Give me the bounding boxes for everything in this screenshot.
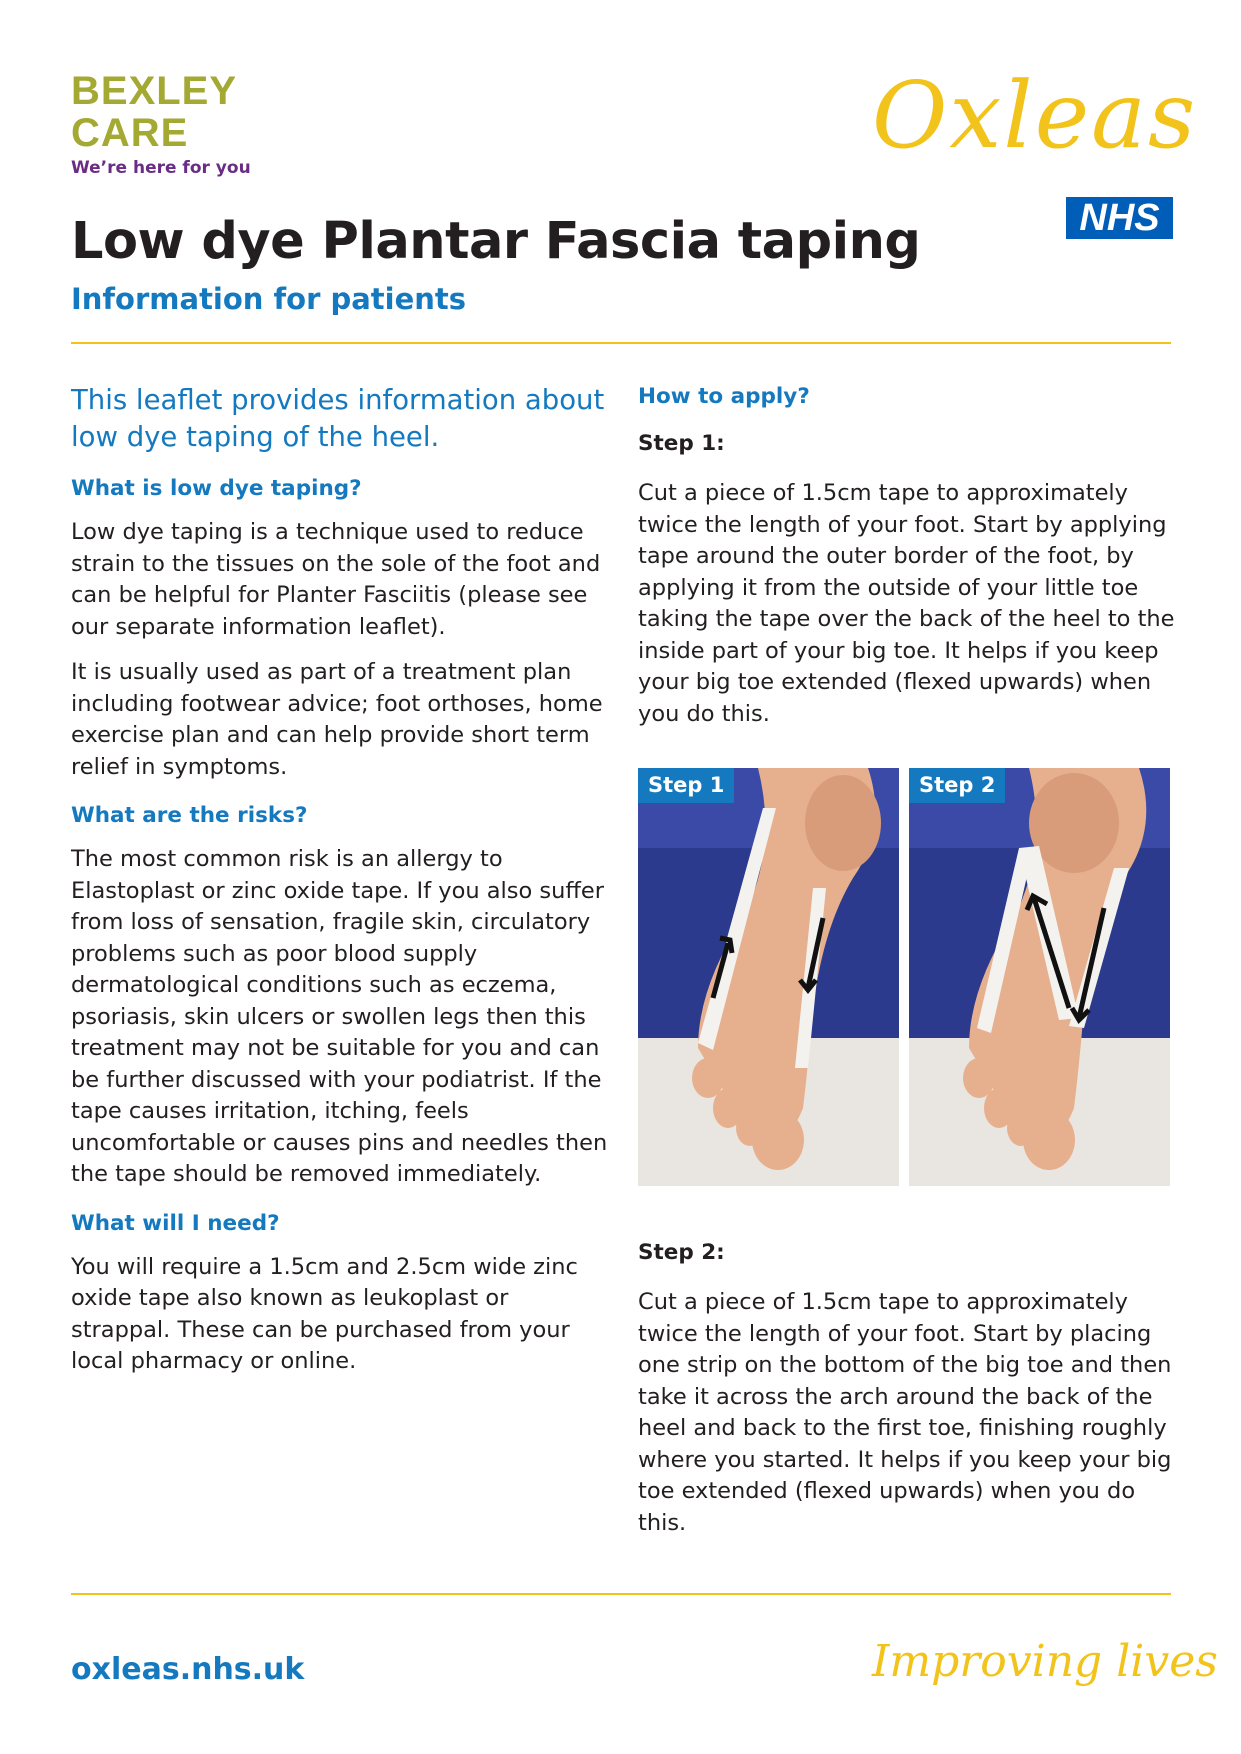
lead-paragraph: This leaflet provides information about low dye taping of the heel. — [71, 384, 605, 453]
footer-tagline: Improving lives — [872, 1636, 1218, 1687]
section-heading-risks: What are the risks? — [71, 803, 308, 828]
bexley-logo-tagline: We’re here for you — [71, 158, 251, 178]
step2-block — [638, 1240, 1178, 1553]
right-column — [638, 384, 1178, 744]
footer-divider — [71, 1593, 1171, 1595]
step1-text: Cut a piece of 1.5cm tape to approximately twice the length of your foot. Start by applying tape around the outer border of the foot, by applying it from the outside of your little toe taking the tape over the back of the heel to the inside part of your big toe. It helps if you keep your big toe extended (flexed upwards) when you do this. — [638, 480, 1175, 727]
bexley-logo-line2: CARE — [71, 111, 189, 155]
bexley-logo-line1: BEXLEY — [71, 69, 238, 113]
step1-label: Step 1: — [638, 431, 725, 456]
page-subtitle: Information for patients — [71, 282, 467, 316]
step2-photo — [909, 768, 1170, 1186]
oxleas-logo-word: Oxleas — [872, 62, 1198, 169]
left-column — [71, 382, 611, 1392]
section-paragraph: The most common risk is an allergy to Elastoplast or zinc oxide tape. If you also suffer from loss of sensation, fragile skin, circulatory problems such as poor blood supply dermatological conditions such as eczema, psoriasis, skin ulcers or swollen legs then this treatment may not be suitable for you and can be further discussed with your podiatrist. If the tape causes irritation, itching, feels uncomfortable or causes pins and needles then the tape should be removed immediately. — [71, 846, 608, 1187]
section-heading-what-need: What will I need? — [71, 1210, 280, 1236]
section-paragraph: Low dye taping is a technique used to reduce strain to the tissues on the sole of the foot and can be helpful for Planter Fasciitis (please see our separate information leaflet). — [71, 519, 601, 640]
step2-photo-tag: Step 2 — [909, 768, 1005, 803]
nhs-badge: NHS — [1066, 197, 1173, 239]
step2-text: Cut a piece of 1.5cm tape to approximately twice the length of your foot. Start by placing one strip on the bottom of the big toe and then take it across the arch around the back of the heel and back to the first toe, finishing roughly where you started. It helps if you keep your big toe extended (flexed upwards) when you do this. — [638, 1289, 1172, 1536]
step2-label: Step 2: — [638, 1240, 725, 1265]
step1-foot-illustration — [638, 768, 899, 1186]
step2-foot-illustration — [909, 768, 1170, 1186]
section-paragraph: You will require a 1.5cm and 2.5cm wide zinc oxide tape also known as leukoplast or strappal. These can be purchased from your local pharmacy or online. — [71, 1253, 578, 1374]
header-divider — [71, 342, 1171, 344]
step1-photo — [638, 768, 899, 1186]
website-link[interactable]: oxleas.nhs.uk — [71, 1652, 305, 1687]
section-paragraph: It is usually used as part of a treatment plan including footwear advice; foot orthoses, home exercise plan and can help provide short term relief in symptoms. — [71, 659, 603, 780]
bexley-care-logo — [71, 70, 271, 178]
section-heading-what-is: What is low dye taping? — [71, 476, 362, 501]
page-title: Low dye Plantar Fascia taping — [71, 212, 921, 271]
how-to-apply-heading: How to apply? — [638, 384, 810, 409]
step1-photo-tag: Step 1 — [638, 768, 734, 803]
